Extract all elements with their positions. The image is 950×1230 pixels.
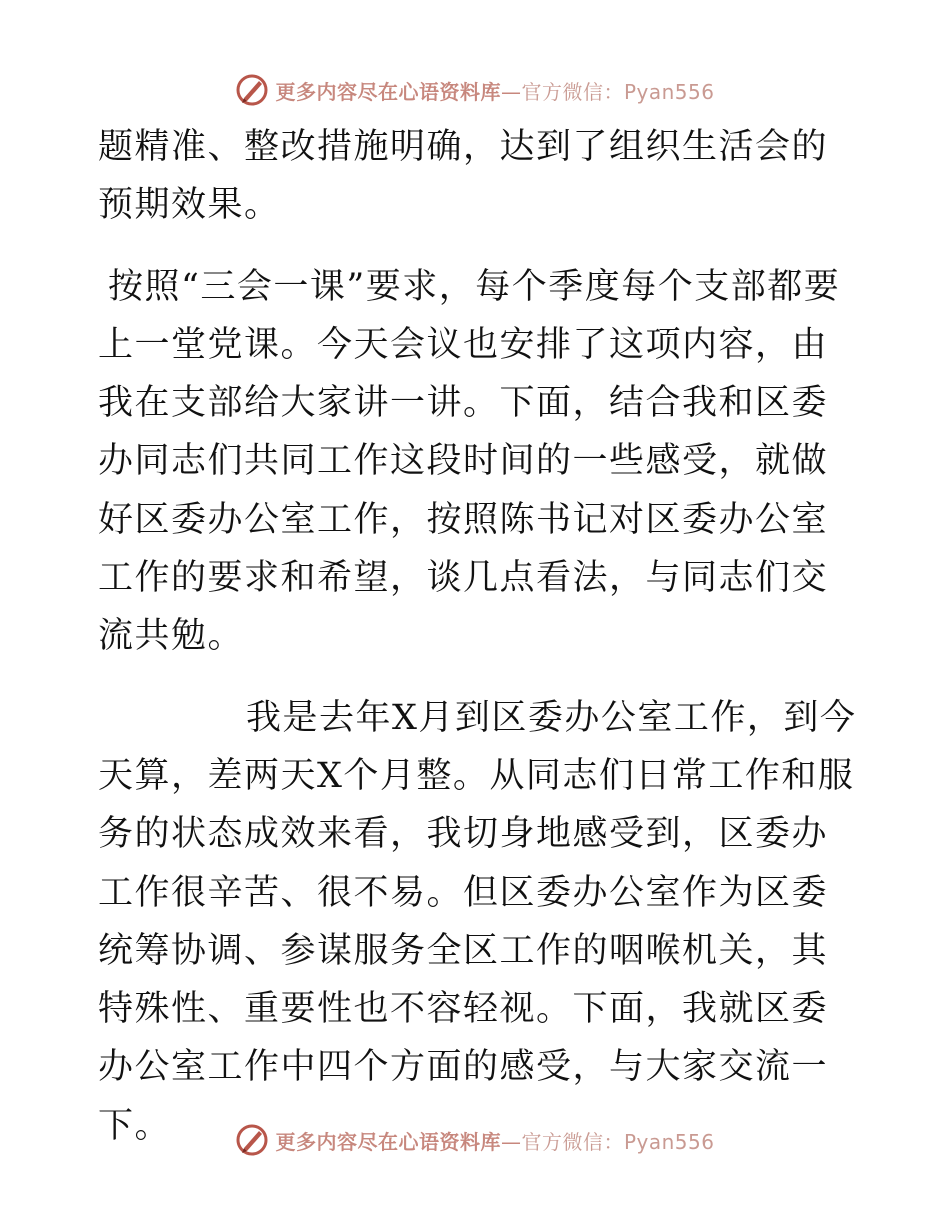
header-suffix: 官方微信：Pyan556 (521, 79, 715, 104)
footer-brand: 更多内容尽在心语资料库 (275, 1129, 501, 1154)
header-dash: — (500, 79, 522, 104)
pen-logo-icon (235, 73, 269, 107)
header-watermark-banner (0, 70, 950, 110)
footer-watermark-text (275, 1126, 714, 1155)
footer-dash: — (500, 1129, 522, 1154)
document-body (98, 118, 858, 1155)
footer-watermark-banner (0, 1120, 950, 1160)
header-brand: 更多内容尽在心语资料库 (275, 79, 501, 104)
header-watermark-text (275, 76, 714, 105)
paragraph-2: 按照“三会一课”要求，每个季度每个支部都要上一堂党课。今天会议也安排了这项内容，由我在支部给大家讲一讲。下面，结合我和区委办同志们共同工作这段时间的一些感受，就做好区委办公室工作，按照陈书记对区委办公室工作的要求和希望，谈几点看法，与同志们交流共勉。 (98, 266, 841, 657)
paragraph-3: 我是去年X月到区委办公室工作，到今天算，差两天X个月整。从同志们日常工作和服务的状态成效来看，我切身地感受到，区委办工作很辛苦、很不易。但区委办公室作为区委统筹协调、参谋服务全区工作的咽喉机关，其特殊性、重要性也不容轻视。下面，我就区委办公室工作中四个方面的感受，与大家交流一下。 (98, 697, 857, 1146)
footer-suffix: 官方微信：Pyan556 (521, 1129, 715, 1154)
pen-logo-icon (235, 1123, 269, 1157)
paragraph-1: 题精准、整改措施明确，达到了组织生活会的预期效果。 (98, 127, 829, 226)
